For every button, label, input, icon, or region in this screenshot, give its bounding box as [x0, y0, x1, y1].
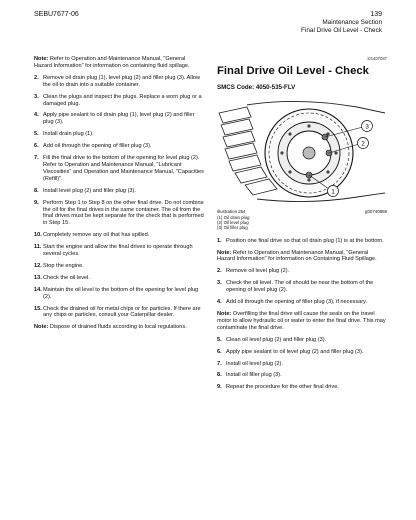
step-8 [34, 188, 204, 195]
step-number: 6. [34, 143, 39, 150]
step-number: 7. [34, 155, 39, 162]
note-label: Note: [34, 324, 49, 331]
step-6 [217, 349, 387, 356]
step-number: 8. [217, 372, 222, 379]
final-drive-drawing [217, 99, 387, 207]
step-number: 5. [217, 336, 222, 343]
step-10 [34, 232, 204, 239]
step-text: Add oil through the opening of filler plug (3), if necessary. [226, 299, 368, 306]
note-text: Dispose of drained fluids according to local regulations. [49, 324, 187, 331]
step-number: 9. [34, 199, 39, 206]
step-number: 2. [217, 268, 222, 275]
step-number: 15. [34, 305, 42, 312]
document-id: i01407087 [367, 56, 387, 61]
step-8 [217, 372, 387, 379]
step-7 [34, 155, 204, 183]
step-text: Check the drained oil for metal chips or for particles. If there are any chips or particles, consult your Caterpillar dealer. [43, 305, 201, 319]
step-6 [34, 143, 204, 150]
step-3 [217, 280, 387, 294]
callout-2: 2 [361, 140, 365, 148]
step-2 [217, 268, 387, 275]
step-text: Install level plug (2) and filler plug (3). [43, 187, 136, 194]
document-number: SEBU7677-06 [34, 11, 79, 18]
step-text: Fill the final drive to the bottom of the opening for level plug (2). Refer to Operation and Maintenance Manual, "Lubricant Viscosities" and Operation and Maintenance Manual, "Capacities (Refill)". [43, 155, 204, 182]
step-number: 4. [34, 112, 39, 119]
step-number: 2. [34, 74, 39, 81]
step-1 [217, 238, 387, 245]
step-number: 9. [217, 384, 222, 391]
legend-item-filler-plug: (3) Oil filler plug [217, 225, 248, 231]
step-number: 11. [34, 244, 42, 251]
step-15 [34, 306, 204, 320]
step-text: Start the engine and allow the final drives to operate through several cycles. [43, 244, 193, 258]
step-number: 8. [34, 187, 39, 194]
step-number: 3. [217, 280, 222, 287]
step-number: 3. [34, 93, 39, 100]
callout-3: 3 [365, 123, 369, 131]
callout-1: 1 [331, 188, 335, 196]
step-number: 7. [217, 360, 222, 367]
step-2 [34, 75, 204, 89]
step-5 [217, 337, 387, 344]
graphic-id: g00740859 [365, 208, 387, 214]
step-text: Clean oil level plug (2) and filler plug (3). [226, 336, 327, 343]
legend-item-drain-plug: (1) Oil drain plug [217, 215, 250, 221]
note-overfilling [217, 311, 387, 332]
step-number: 10. [34, 232, 42, 239]
step-4 [217, 299, 387, 306]
step-text: Install oil filler plug (3). [226, 372, 282, 379]
note-spillage [217, 250, 387, 264]
step-5 [34, 131, 204, 138]
step-text: Add oil through the opening of filler plug (3). [43, 143, 152, 150]
note-text: Refer to Operation and Maintenance Manual, "General Hazard Information" for information on containing fluid spillage. [34, 56, 190, 69]
illustration-number: Illustration 254 [217, 208, 246, 214]
step-11 [34, 244, 204, 258]
step-number: 13. [34, 274, 42, 281]
step-number: 1. [217, 237, 222, 244]
section-name: Maintenance Section [322, 19, 382, 26]
step-number: 12. [34, 262, 42, 269]
step-text: Maintain the oil level to the bottom of the opening for level plug (2). [43, 286, 199, 300]
note-label: Note: [217, 249, 232, 256]
page-title: Final Drive Oil Level - Check [217, 64, 369, 77]
step-text: Apply pipe sealant to oil level plug (2) and filler plug (3). [226, 348, 364, 355]
left-column [34, 56, 204, 336]
legend-item-level-plug: (2) Oil level plug [217, 220, 249, 226]
page-number: 139 [370, 11, 382, 18]
note-spillage [34, 56, 204, 70]
step-text: Position one final drive so that oil drain plug (1) is at the bottom. [226, 237, 384, 244]
step-text: Remove oil level plug (2). [226, 268, 290, 275]
note-disposal [34, 324, 204, 331]
step-9 [34, 200, 204, 228]
step-text: Apply pipe sealant to oil drain plug (1), level plug (2) and filler plug (3). [43, 112, 195, 126]
step-text: Install drain plug (1). [43, 131, 94, 138]
step-14 [34, 287, 204, 301]
step-text: Completely remove any oil that has spilled. [43, 232, 150, 239]
smcs-code: SMCS Code: 4050-535-FLV [217, 83, 296, 91]
note-label: Note: [217, 310, 232, 317]
step-text: Repeat the procedure for the other final drive. [226, 384, 339, 391]
step-4 [34, 112, 204, 126]
step-text: Check the oil level. The oil should be near the bottom of the opening of level plug (2). [226, 280, 374, 294]
step-number: 5. [34, 131, 39, 138]
note-label: Note: [34, 56, 49, 62]
step-13 [34, 275, 204, 282]
step-7 [217, 361, 387, 368]
final-drive-illustration [217, 99, 387, 207]
step-text: Stop the engine. [43, 262, 84, 269]
step-text: Perform Step 1 to Step 8 on the other final drive. Do not combine the oil for the final drives in the same container. The oil from the final drives must be kept separate for the check that is performed in Step 15. [43, 199, 204, 227]
step-text: Check the oil level. [43, 274, 90, 281]
step-number: 6. [217, 348, 222, 355]
step-3 [34, 94, 204, 108]
figure-legend [217, 215, 387, 231]
step-number: 14. [34, 286, 42, 293]
note-text: Refer to Operation and Maintenance Manual, "General Hazard Information" for information on Containing Fluid Spillage. [217, 249, 377, 263]
running-header [301, 11, 382, 35]
step-text: Clean the plugs and inspect the plugs. Replace a worn plug or a damaged plug. [43, 93, 202, 107]
step-number: 4. [217, 299, 222, 306]
step-12 [34, 263, 204, 270]
figure-caption [217, 209, 387, 214]
step-9 [217, 384, 387, 391]
right-column [217, 56, 387, 396]
topic-name: Final Drive Oil Level - Check [301, 27, 382, 34]
step-text: Remove oil drain plug (1), level plug (2) and filler plug (3). Allow the oil to drain into a suitable container. [43, 74, 201, 88]
note-text: Overfilling the final drive will cause the seals on the travel motor to allow hydraulic oil or water to enter the final drive. This may contaminate the final drive. [217, 310, 386, 331]
step-text: Install oil level plug (2). [226, 360, 283, 367]
